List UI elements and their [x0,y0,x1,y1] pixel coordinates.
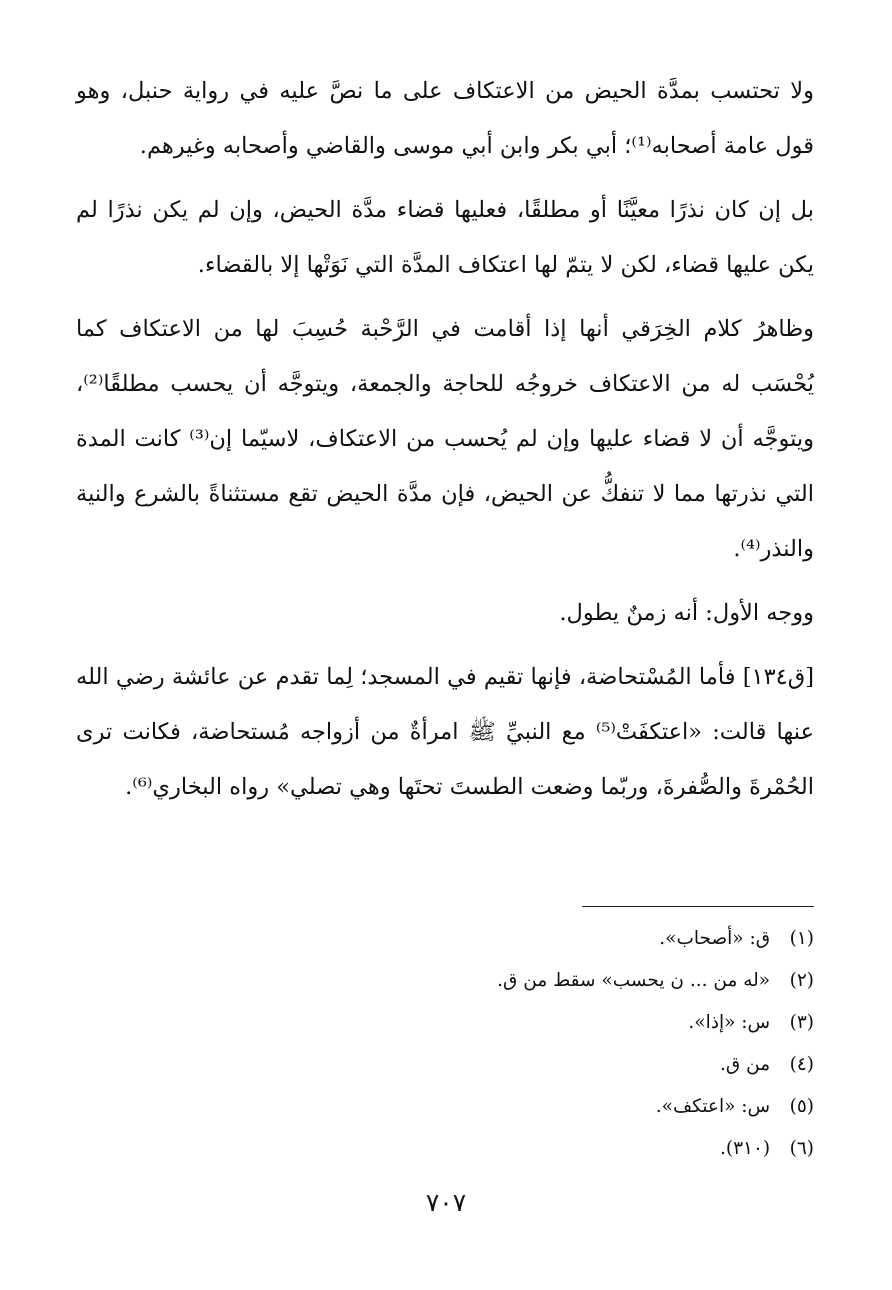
footnote-5 [76,1086,814,1128]
paragraph-1: ولا تحتسب بمدَّة الحيض من الاعتكاف على ما نصَّ عليه في رواية حنبل، وهو قول عامة أصحابه⁽¹⁾؛ أبي بكر وابن أبي موسى والقاضي وأصحابه وغيرهم. [76,78,814,159]
page-number: ٧٠٧ [425,1188,467,1217]
footnote-3 [76,1002,814,1044]
footnote-number: (١) [789,928,814,949]
footnote-6 [76,1128,814,1170]
footnote-text: س: «اعتكف». [655,1096,771,1117]
footnote-text: (٣١٠). [719,1138,771,1159]
paragraph-5: [ق١٣٤] فأما المُسْتحاضة، فإنها تقيم في المسجد؛ لِما تقدم عن عائشة رضي الله عنها قالت: «اعتكفَتْ⁽⁵⁾ مع النبيِّ ﷺ امرأةٌ من أزواجه مُستحاضة، فكانت ترى الحُمْرةَ والصُّفرةَ، وربّما وضعت الطستَ تحتَها وهي تصلي» رواه البخاري⁽⁶⁾. [76,664,814,800]
footnote-text: ق: «أصحاب». [659,928,771,949]
footnote-2 [76,960,814,1002]
footnotes [76,918,814,1170]
footnote-1 [76,918,814,960]
footnote-text: «له من ... ن يحسب» سقط من ق. [497,970,771,991]
footnote-4 [76,1044,814,1086]
footnote-number: (٥) [789,1096,814,1117]
footnote-number: (٣) [789,1012,814,1033]
paragraph-3: وظاهرُ كلام الخِرَقي أنها إذا أقامت في الرَّحْبة حُسِبَ لها من الاعتكاف كما يُحْسَب له من الاعتكاف خروجُه للحاجة والجمعة، ويتوجَّه أن يحسب مطلقًا⁽²⁾، ويتوجَّه أن لا قضاء عليها وإن لم يُحسب من الاعتكاف، لاسيّما إن⁽³⁾ كانت المدة التي نذرتها مما لا تنفكُّ عن الحيض، فإن مدَّة الحيض تقع مستثناةً بالشرع والنية والنذر⁽⁴⁾. [76,316,814,562]
footnote-number: (٢) [789,970,814,991]
paragraph-4: ووجه الأول: أنه زمنٌ يطول. [559,600,814,626]
main-text [76,64,814,824]
footnote-text: س: «إذا». [688,1012,771,1033]
footnote-number: (٦) [789,1138,814,1159]
footnote-separator [582,906,814,907]
paragraph-2: بل إن كان نذرًا معيَّنًا أو مطلقًا، فعليها قضاء مدَّة الحيض، وإن لم يكن نذرًا لم يكن عليها قضاء، لكن لا يتمّ لها اعتكاف المدَّة التي نَوَتْها إلا بالقضاء. [76,197,814,278]
footnote-text: من ق. [720,1054,771,1075]
footnote-number: (٤) [789,1054,814,1075]
